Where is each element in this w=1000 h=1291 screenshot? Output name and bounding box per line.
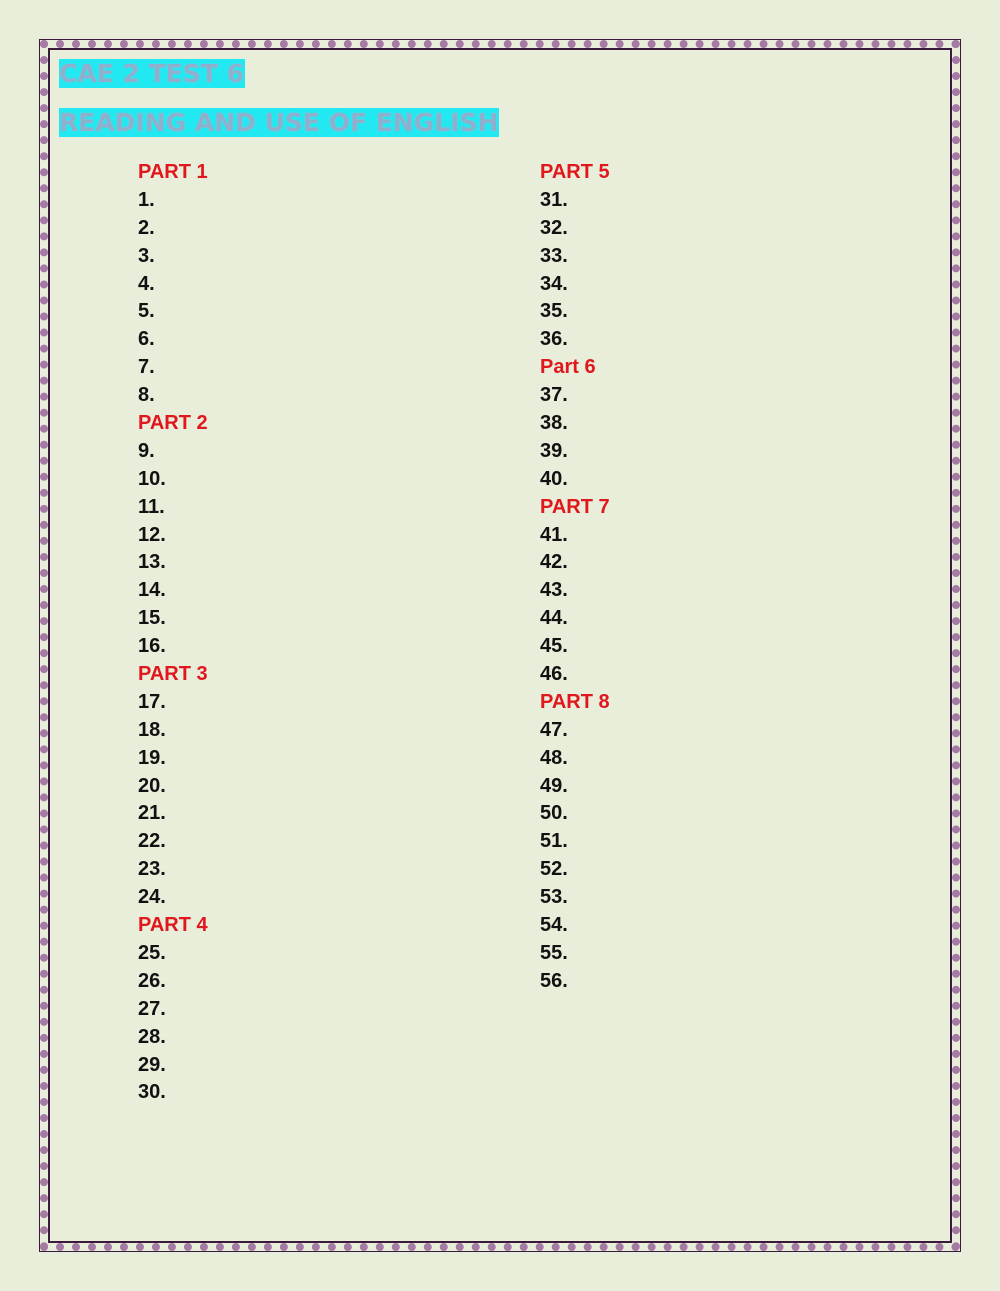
answer-number: 8. [138, 384, 155, 407]
answer-number: 44. [540, 607, 568, 630]
answer-number: 27. [138, 997, 166, 1020]
answer-number: 29. [138, 1053, 166, 1076]
answer-number: 23. [138, 858, 166, 881]
answer-number: 1. [138, 188, 155, 211]
answer-number: 11. [138, 495, 165, 518]
document-subtitle: READING AND USE OF ENGLISH [59, 108, 499, 137]
answer-number: 50. [540, 802, 568, 825]
answer-number: 20. [138, 774, 166, 797]
answer-number: 4. [138, 272, 155, 295]
part-heading: PART 8 [540, 690, 610, 713]
answer-number: 10. [138, 467, 166, 490]
answer-number: 32. [540, 216, 568, 239]
answer-column-right [540, 158, 610, 995]
answer-number: 30. [138, 1081, 166, 1104]
answer-number: 14. [138, 579, 166, 602]
answer-number: 53. [540, 886, 568, 909]
answer-number: 41. [540, 523, 568, 546]
answer-number: 2. [138, 216, 155, 239]
answer-number: 26. [138, 969, 166, 992]
part-heading: PART 5 [540, 161, 610, 183]
answer-number: 36. [540, 328, 568, 351]
answer-number: 9. [138, 439, 155, 462]
answer-number: 7. [138, 356, 155, 379]
answer-number: 31. [540, 188, 568, 211]
document-title: CAE 2 TEST 6 [59, 59, 244, 88]
answer-number: 18. [138, 718, 166, 741]
part-heading: Part 6 [540, 356, 596, 379]
answer-number: 48. [540, 746, 568, 769]
answer-number: 34. [540, 272, 568, 295]
part-heading: PART 3 [138, 663, 208, 686]
answer-number: 43. [540, 579, 568, 602]
answer-number: 54. [540, 914, 568, 937]
answer-number: 40. [540, 467, 568, 490]
part-heading: PART 7 [540, 495, 610, 518]
answer-number: 24. [138, 886, 166, 909]
answer-number: 28. [138, 1025, 166, 1048]
answer-number: 56. [540, 969, 568, 992]
part-heading: PART 2 [138, 412, 208, 435]
answer-column-left [138, 158, 208, 1106]
answer-number: 51. [540, 830, 568, 853]
answer-number: 19. [138, 746, 166, 769]
answer-number: 17. [138, 690, 166, 713]
answer-number: 52. [540, 858, 568, 881]
answer-number: 42. [540, 551, 568, 574]
answer-number: 33. [540, 244, 568, 267]
answer-number: 49. [540, 774, 568, 797]
answer-number: 47. [540, 718, 568, 741]
answer-number: 55. [540, 941, 568, 964]
answer-number: 13. [138, 551, 166, 574]
part-heading: PART 1 [138, 161, 208, 183]
answer-number: 39. [540, 439, 568, 462]
answer-number: 21. [138, 802, 166, 825]
answer-number: 46. [540, 663, 568, 686]
answer-number: 12. [138, 523, 166, 546]
answer-number: 45. [540, 635, 568, 658]
part-heading: PART 4 [138, 914, 208, 937]
answer-number: 25. [138, 941, 166, 964]
answer-number: 35. [540, 300, 568, 323]
answer-number: 38. [540, 412, 568, 435]
answer-number: 37. [540, 384, 568, 407]
answer-number: 15. [138, 607, 166, 630]
answer-number: 22. [138, 830, 166, 853]
answer-number: 16. [138, 635, 166, 658]
answer-number: 6. [138, 328, 155, 351]
answer-number: 3. [138, 244, 155, 267]
answer-number: 5. [138, 300, 155, 323]
